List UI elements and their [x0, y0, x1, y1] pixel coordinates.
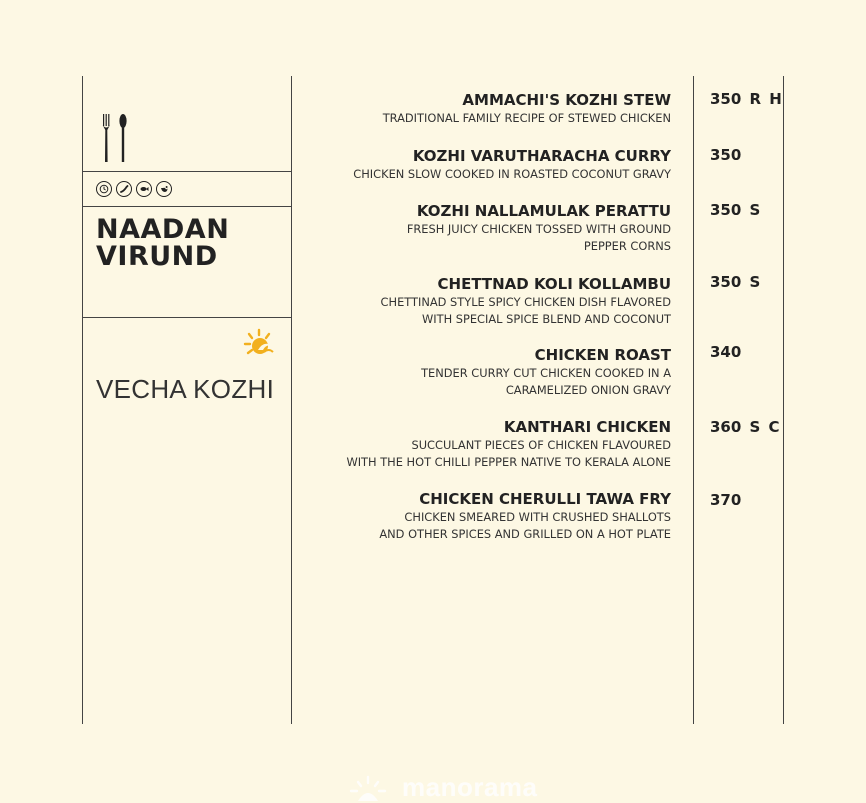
item-price: 350 S — [710, 201, 761, 219]
item-description: TRADITIONAL FAMILY RECIPE OF STEWED CHICKEN — [382, 111, 671, 125]
item-description-2: WITH SPECIAL SPICE BLEND AND COCONUT — [422, 311, 671, 326]
item-description: CHICKEN SLOW COOKED IN ROASTED COCONUT GRAVY — [353, 167, 671, 181]
menu-list — [300, 90, 671, 542]
menu-item — [300, 90, 671, 146]
item-name: CHETTNAD KOLI KOLLAMBU — [437, 275, 671, 293]
item-name: KOZHI VARUTHARACHA CURRY — [412, 147, 671, 165]
menu-item — [300, 146, 671, 201]
item-name: AMMACHI'S KOZHI STEW — [462, 91, 671, 109]
item-price: 370 — [710, 491, 742, 509]
item-price: 350 — [710, 146, 742, 164]
fish-icon — [136, 181, 152, 197]
price-divider-line — [693, 76, 694, 724]
watermark — [348, 772, 538, 803]
menu-item — [300, 201, 671, 274]
left-border-line — [82, 76, 83, 724]
item-description-2: AND OTHER SPICES AND GRILLED ON A HOT PLATE — [379, 526, 671, 541]
item-description: CHICKEN SMEARED WITH CRUSHED SHALLOTS — [404, 510, 671, 524]
menu-item — [300, 345, 671, 417]
sidebar-rule-3 — [82, 317, 292, 318]
watermark-text: manorama — [402, 772, 538, 802]
menu-item — [300, 274, 671, 345]
item-description-2: CARAMELIZED ONION GRAVY — [505, 382, 671, 397]
item-name: KOZHI NALLAMULAK PERATTU — [416, 202, 671, 220]
dietary-badges — [96, 181, 172, 197]
sidebar-divider-line — [291, 76, 292, 724]
clock-icon — [96, 181, 112, 197]
item-price: 350 S — [710, 273, 761, 291]
item-price: 340 — [710, 343, 742, 361]
watermark-logo-icon — [348, 773, 388, 803]
chilli-icon — [116, 181, 132, 197]
item-price: 360 S C — [710, 418, 780, 436]
subsection-title: VECHA KOZHI — [96, 374, 275, 404]
item-description-2: PEPPER CORNS — [583, 238, 671, 253]
section-title-line1: NAADAN — [96, 214, 230, 245]
sidebar-rule-2 — [82, 206, 292, 207]
right-border-line — [783, 76, 784, 724]
menu-item — [300, 489, 671, 542]
item-description: CHETTINAD STYLE SPICY CHICKEN DISH FLAVORED — [380, 295, 671, 309]
item-name: CHICKEN CHERULLI TAWA FRY — [419, 490, 671, 508]
item-description-2: WITH THE HOT CHILLI PEPPER NATIVE TO KERALA ALONE — [346, 454, 671, 469]
item-description: TENDER CURRY CUT CHICKEN COOKED IN A — [421, 366, 671, 380]
cutlery-icon — [98, 112, 134, 166]
section-title — [96, 216, 286, 270]
section-title-line2: VIRUND — [96, 241, 218, 272]
sun-logo-icon — [242, 328, 276, 360]
bird-icon — [156, 181, 172, 197]
sidebar-rule-1 — [82, 171, 292, 172]
item-name: CHICKEN ROAST — [534, 346, 671, 364]
item-name: KANTHARI CHICKEN — [503, 418, 671, 436]
item-description: FRESH JUICY CHICKEN TOSSED WITH GROUND — [406, 222, 671, 236]
item-price: 350 R H — [710, 90, 782, 108]
menu-item — [300, 417, 671, 489]
item-description: SUCCULANT PIECES OF CHICKEN FLAVOURED — [411, 438, 671, 452]
